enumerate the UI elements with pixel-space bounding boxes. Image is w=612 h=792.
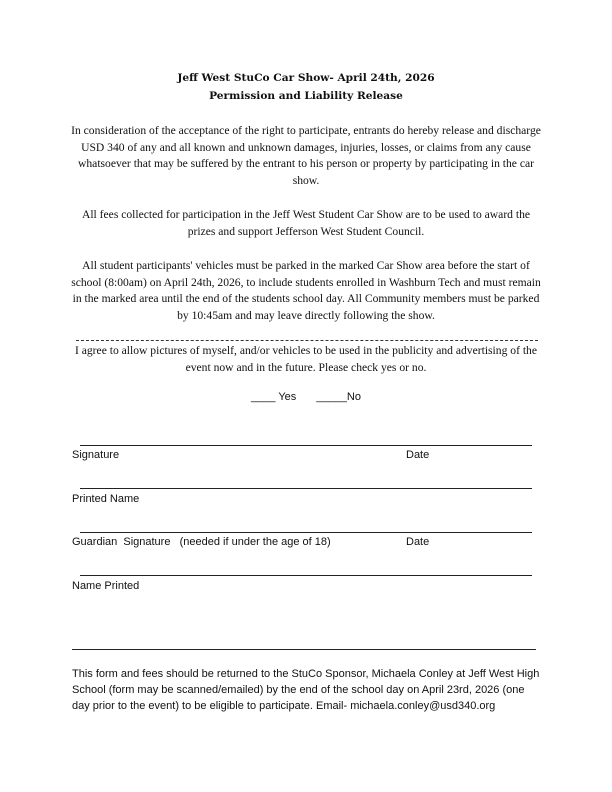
photo-consent-paragraph: I agree to allow pictures of myself, and/or vehicles to be used in the publicity and advertising of the event now and in the future. Please check yes or no. (74, 344, 537, 374)
name-printed-label: Name Printed (72, 580, 140, 592)
dashed-divider (76, 340, 538, 341)
signature-label: Signature (72, 449, 120, 461)
name-printed-line[interactable] (80, 575, 532, 576)
no-checkbox-line[interactable]: _____No (316, 391, 361, 403)
signature-line[interactable] (80, 445, 532, 446)
printed-name-line[interactable] (80, 488, 532, 489)
footer-divider-line (72, 649, 536, 650)
guardian-signature-line[interactable] (80, 532, 532, 533)
date-label: Date (406, 449, 430, 461)
parking-paragraph: All student participants' vehicles must be parked in the marked Car Show area before the start of school (8:00am) on April 24th, 2026, to include students enrolled in Washburn Tech and must remain in the marked area until the end of the students school day. All Community members must be parked by 10:45am and may leave directly following the show. (71, 259, 541, 322)
printed-name-label: Printed Name (72, 493, 140, 505)
guardian-date-label: Date (406, 536, 430, 548)
yes-checkbox-line[interactable]: ____ Yes (251, 391, 297, 403)
return-instructions: This form and fees should be returned to the StuCo Sponsor, Michaela Conley at Jeff West High School (form may be scanned/emailed) by the end of the school day on April 23rd, 2026 (one day prior to the event) to be eligible to participate. Email- michaela.conley@usd340.org (72, 668, 540, 712)
form-title: Jeff West StuCo Car Show- April 24th, 2026 (177, 72, 435, 84)
liability-paragraph: In consideration of the acceptance of the right to participate, entrants do hereby release and discharge USD 340 of any and all known and unknown damages, injuries, losses, or claims from any cause whatsoever that may be suffered by the entrant to his person or property by participating in the car show. (71, 124, 541, 187)
consent-options (0, 391, 612, 403)
guardian-signature-label: Guardian Signature (needed if under the age of 18) (72, 536, 331, 548)
fees-paragraph: All fees collected for participation in the Jeff West Student Car Show are to be used to award the prizes and support Jefferson West Student Council. (81, 208, 531, 238)
form-subtitle: Permission and Liability Release (209, 90, 403, 102)
